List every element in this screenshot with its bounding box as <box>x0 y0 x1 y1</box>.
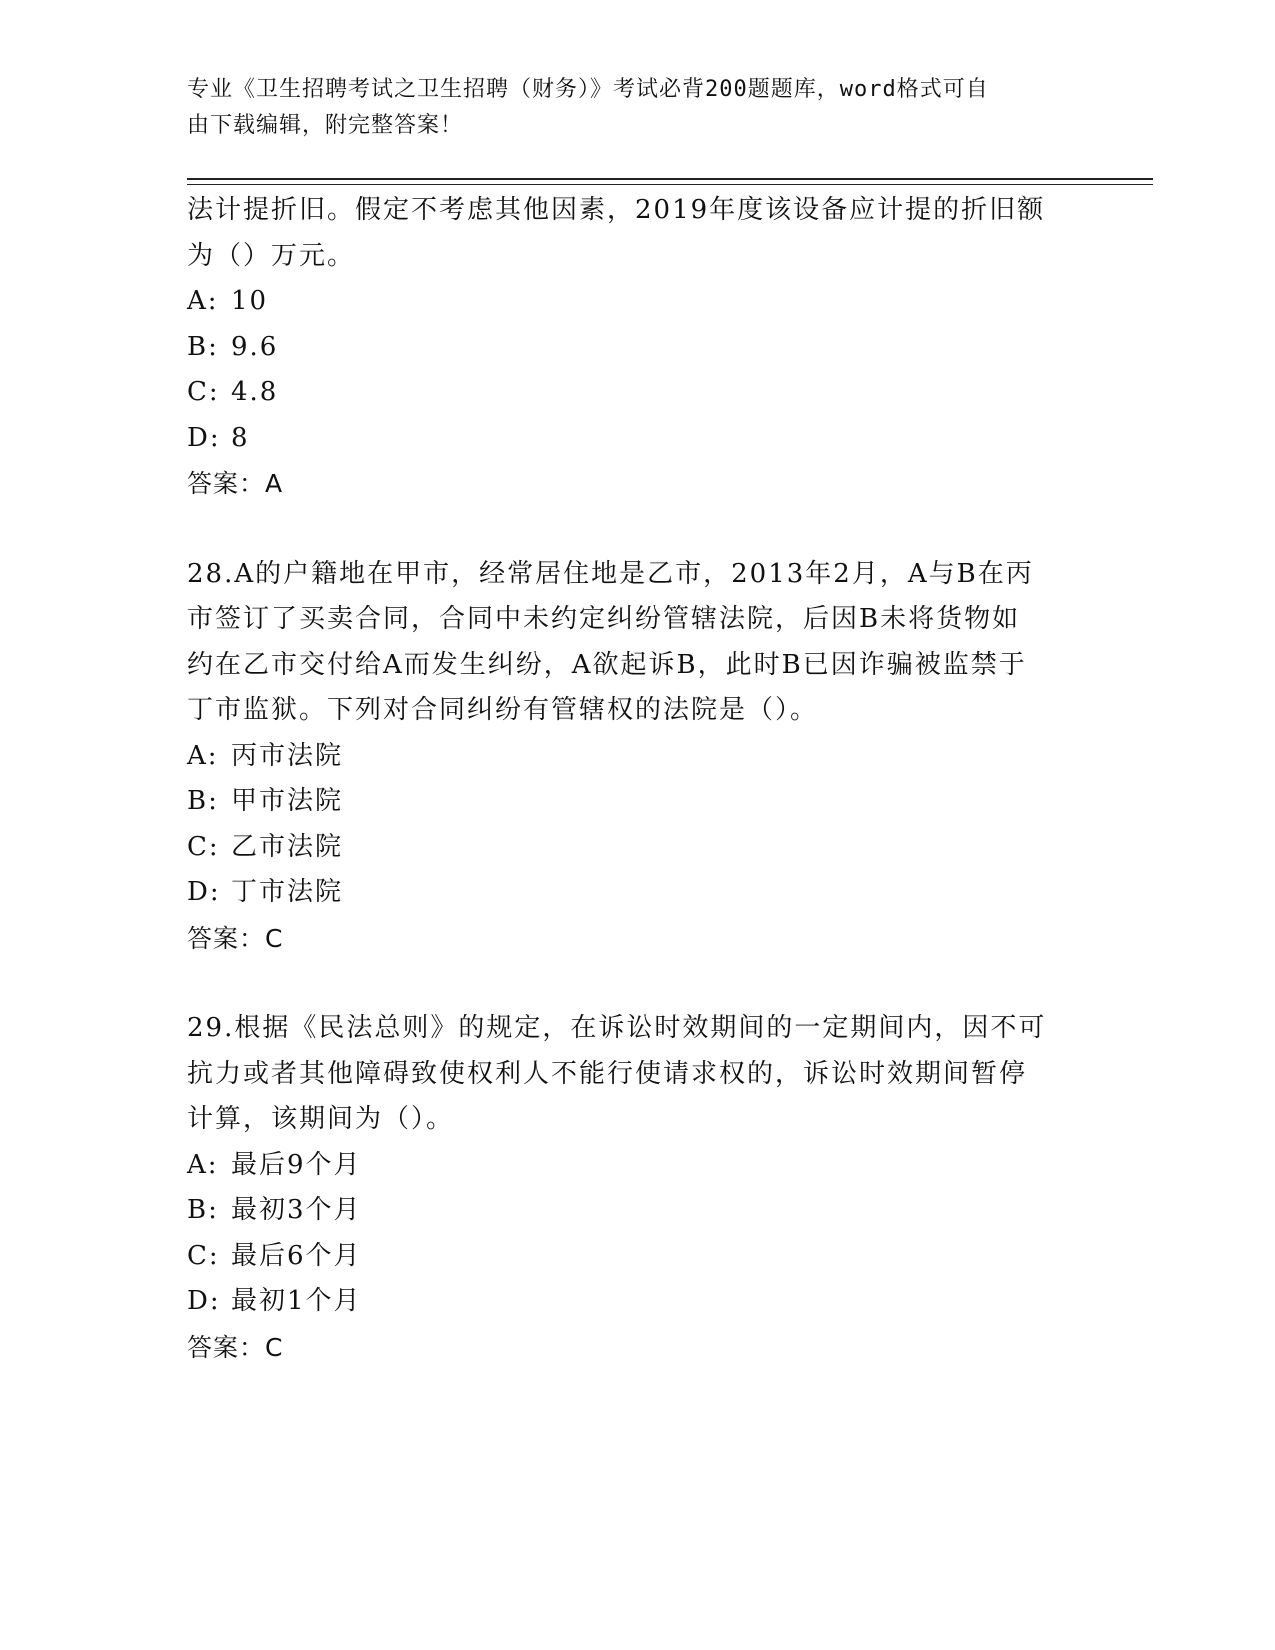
option-letter: D: <box>187 422 221 453</box>
option-letter: C: <box>187 831 220 862</box>
question-item <box>187 552 1067 962</box>
question-stem-line: 计算，该期间为（）。 <box>187 1104 455 1134</box>
answer-line: 答案：A <box>187 469 284 498</box>
option-c <box>187 1234 1067 1280</box>
option-letter: A: <box>187 1149 219 1180</box>
question-stem-line: 28.A的户籍地在甲市，经常居住地是乙市，2013年2月，A与B在丙 <box>187 558 1034 589</box>
question-list <box>187 188 1067 1370</box>
header-line: 由下载编辑，附完整答案！ <box>187 113 464 138</box>
question-stem-line: 为（）万元。 <box>187 240 356 271</box>
option-text: 丁市法院 <box>231 877 344 907</box>
question-stem-line: 丁市监狱。下列对合同纠纷有管辖权的法院是（）。 <box>187 695 819 725</box>
option-b <box>187 325 1067 371</box>
question-stem-line: 29.根据《民法总则》的规定，在诉讼时效期间的一定期间内，因不可 <box>187 1013 1047 1043</box>
option-a <box>187 734 1067 780</box>
option-text: 乙市法院 <box>231 831 344 862</box>
question-stem-line: 市签订了买卖合同，合同中未约定纠纷管辖法院，后因B未将货物如 <box>187 604 1021 634</box>
option-text: 最初1个月 <box>231 1286 362 1316</box>
option-letter: C: <box>187 1240 220 1271</box>
option-text: 丙市法院 <box>231 740 344 771</box>
option-c <box>187 370 1067 416</box>
option-b <box>187 1188 1067 1234</box>
option-text: 甲市法院 <box>231 786 344 816</box>
option-letter: D: <box>187 877 221 907</box>
option-text: 9.6 <box>231 331 279 362</box>
option-letter: B: <box>187 1195 219 1225</box>
option-letter: A: <box>187 286 219 316</box>
question-stem-line: 法计提折旧。假定不考虑其他因素，2019年度该设备应计提的折旧额 <box>187 195 1046 225</box>
question-item <box>187 1006 1067 1370</box>
option-letter: B: <box>187 786 219 816</box>
question-item <box>187 188 1067 507</box>
header-divider <box>187 184 1153 185</box>
option-letter: C: <box>187 377 220 407</box>
option-text: 最后9个月 <box>231 1149 362 1180</box>
option-letter: A: <box>187 740 219 771</box>
option-text: 8 <box>231 422 250 453</box>
question-stem-line: 约在乙市交付给A而发生纠纷，A欲起诉B，此时B已因诈骗被监禁于 <box>187 649 1027 680</box>
option-c <box>187 825 1067 871</box>
option-a <box>187 1143 1067 1189</box>
header-line: 专业《卫生招聘考试之卫生招聘（财务）》考试必背200题题库，word格式可自 <box>187 77 989 102</box>
option-text: 10 <box>231 286 269 316</box>
option-b <box>187 779 1067 825</box>
question-stem-line: 抗力或者其他障碍致使权利人不能行使请求权的，诉讼时效期间暂停 <box>187 1058 1028 1089</box>
option-d <box>187 870 1067 916</box>
document-header <box>187 72 1067 144</box>
header-divider <box>187 178 1153 180</box>
answer-line: 答案：C <box>187 1332 284 1362</box>
option-d <box>187 416 1067 462</box>
option-text: 最初3个月 <box>231 1195 362 1225</box>
option-letter: D: <box>187 1286 221 1316</box>
option-d <box>187 1279 1067 1325</box>
option-a <box>187 279 1067 325</box>
answer-line: 答案：C <box>187 923 284 953</box>
option-letter: B: <box>187 331 219 362</box>
option-text: 最后6个月 <box>231 1240 362 1271</box>
option-text: 4.8 <box>231 377 279 407</box>
